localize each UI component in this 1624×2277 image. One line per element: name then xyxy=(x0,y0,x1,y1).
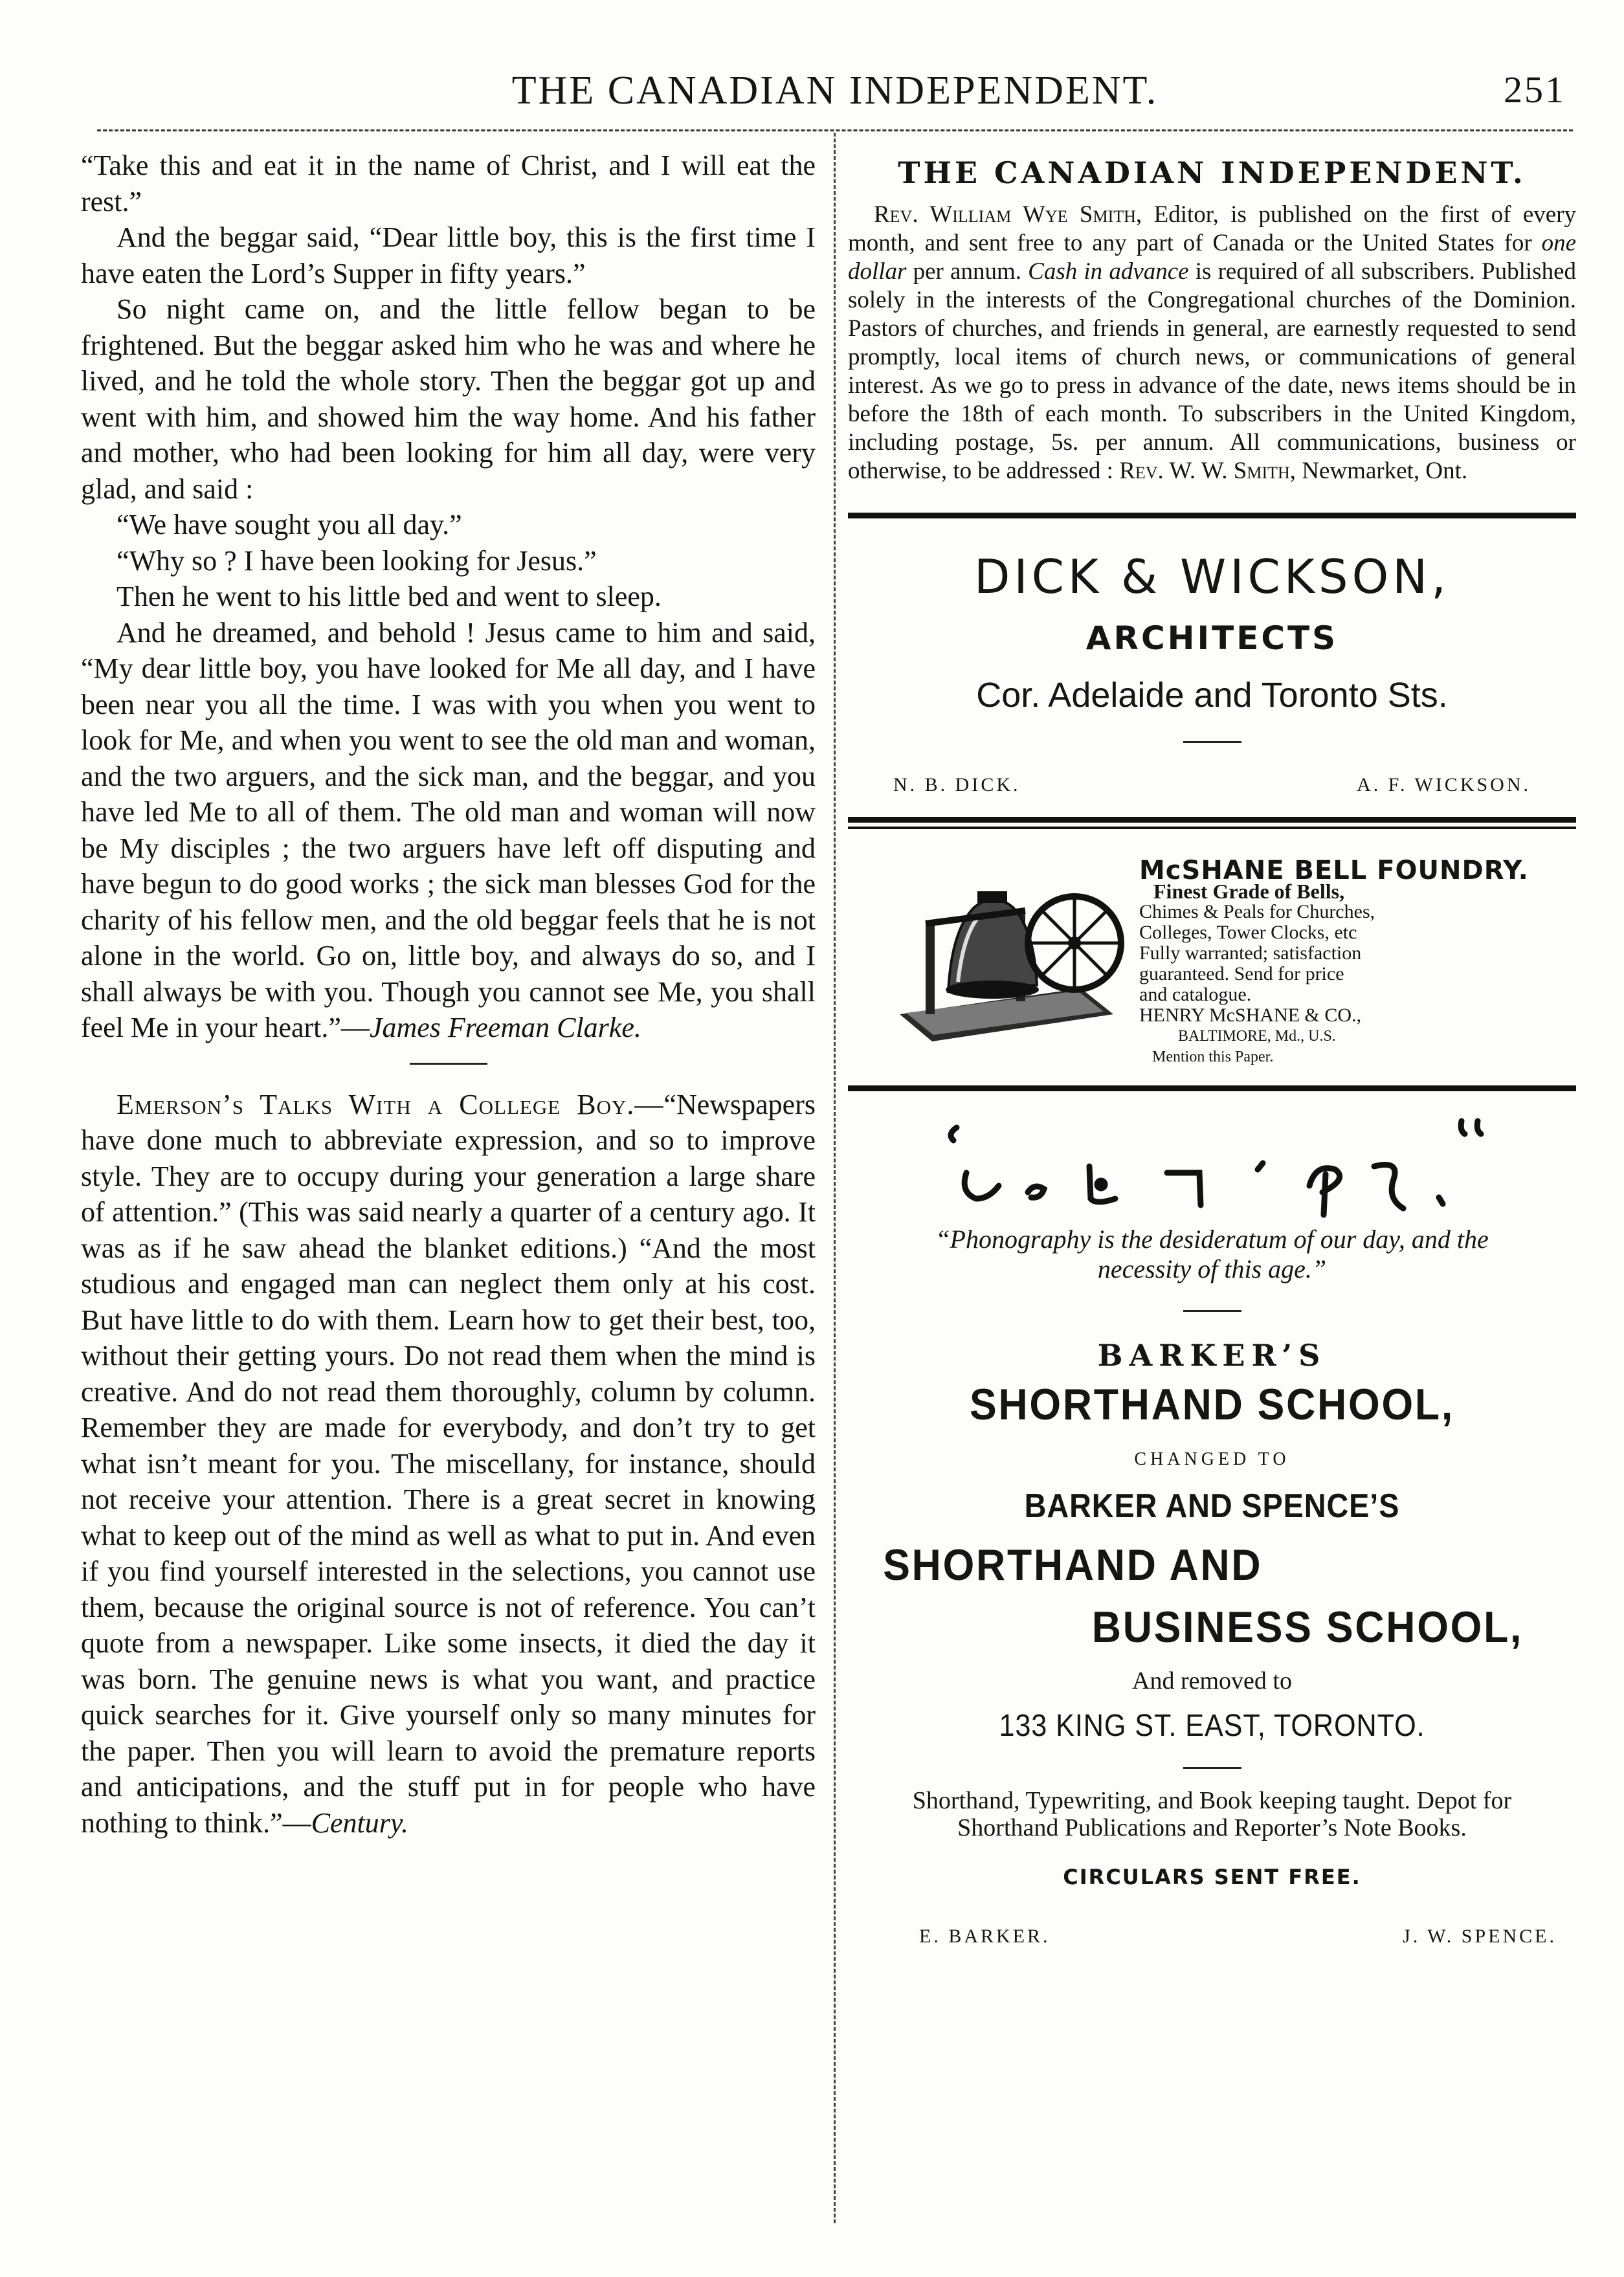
essay-source: Century. xyxy=(311,1806,408,1839)
story-paragraph: So night came on, and the little fellow began to be frightened. But the beggar asked him who he was and where he lived, and he told the whole story. Then the beggar got up and went with him, and showed him the way home. And his father and mother, who had been looking for him all day, were very glad, and said : xyxy=(81,293,816,505)
firm-address: Cor. Adelaide and Toronto Sts. xyxy=(976,676,1448,715)
school-name: SHORTHAND SCHOOL, xyxy=(970,1380,1454,1429)
firm-name: DICK & WICKSON, xyxy=(973,550,1451,604)
foundry-line: guaranteed. Send for price xyxy=(1139,963,1344,984)
story-paragraph: “Why so ? I have been looking for Jesus.” xyxy=(117,544,597,577)
masthead-body-2: per annum. xyxy=(906,258,1029,285)
story-paragraph: “Take this and eat it in the name of Christ, and I will eat the rest.” xyxy=(81,150,816,217)
section-rule xyxy=(410,1063,487,1065)
column-divider xyxy=(834,133,836,2223)
foundry-line: HENRY McSHANE & CO., xyxy=(1139,1005,1362,1026)
foundry-name: McSHANE BELL FOUNDRY. xyxy=(1139,856,1529,885)
new-owner: BARKER AND SPENCE’S xyxy=(1024,1487,1400,1525)
foundry-line: Mention this Paper. xyxy=(1152,1049,1274,1065)
ad-rule xyxy=(848,513,1576,518)
essay-body: “Newspapers have done much to abbreviate expression, and so to improve style. They are to occupy during your generation a large share of attention.” (This was said nearly a quarter of a century ago. It was as if he saw ahead the blanket editions.) “And the most studious and engaged man can neglect them only at his cost. But have little to do with them. Learn how to get their best, too, without their getting yours. Do not read them when the mind is creative. And do not read them thoroughly, column by column. Remember they are made for everybody, and don’t try to get what isn’t meant for you. The miscellany, for instance, should not receive your attention. There is a great secret in knowing what to keep out of the mind as well as what to put in. And even if you find yourself interested in the selections, you cannot use them, because the original source is not of reference. You can’t quote from a newspaper. Like some insects, it died the day it was born. The genuine news is what you want, and practice quick searches for it. Give yourself only so many minutes for the paper. Then you will learn to avoid the premature reports and anticipations, and the stuff put in for people who have nothing to think.”— xyxy=(81,1088,816,1839)
courses-taught: Shorthand, Typewriting, and Book keeping taught. Depot for Shorthand Publications and Reporter’s Note Books. xyxy=(912,1787,1512,1841)
bell-engraving-icon xyxy=(887,852,1126,1047)
page-number: 251 xyxy=(1504,69,1566,111)
story-signature: James Freeman Clarke. xyxy=(369,1012,641,1043)
foundry-line: BALTIMORE, Md., U.S. xyxy=(1178,1028,1336,1045)
partner-dick: N. B. DICK. xyxy=(893,774,1021,795)
owner: BARKER’S xyxy=(1097,1338,1327,1373)
removed-to: And removed to xyxy=(1132,1667,1292,1694)
phonography-quote: “Phonography is the desideratum of our day, and the necessity of this age.” xyxy=(935,1225,1489,1283)
essay-paragraph xyxy=(81,1087,816,1841)
principal-barker: E. BARKER. xyxy=(919,1926,1051,1947)
foundry-line: Colleges, Tower Clocks, etc xyxy=(1139,922,1357,943)
masthead-title: THE CANADIAN INDEPENDENT. xyxy=(898,155,1526,190)
masthead-body-1: Editor, is published on the first of every month, and sent free to any part of Canada or the United States for xyxy=(848,201,1576,256)
essay-heading: Emerson’s Talks With a College Boy.— xyxy=(117,1088,664,1120)
story-paragraph: Then he went to his little bed and went to sleep. xyxy=(117,581,662,612)
school-address: 133 KING ST. EAST, TORONTO. xyxy=(999,1709,1425,1743)
page-header xyxy=(0,61,1624,120)
ad-barker xyxy=(848,1091,1576,1948)
principal-spence: J. W. SPENCE. xyxy=(1403,1926,1557,1947)
circulars: CIRCULARS SENT FREE. xyxy=(1063,1865,1361,1889)
address-place: Newmarket, Ont. xyxy=(1296,458,1468,484)
right-column xyxy=(848,148,1576,2264)
price: one dollar xyxy=(848,230,1576,285)
left-column xyxy=(81,148,816,2271)
masthead-body-3: is required of all subscribers. Published solely in the interests of the Congregational churches of the Dominion. Pastors of churches, and friends in general, are earnestly requested to send promptly, local items of church news, or communications of general interest. As we go to press in advance of the date, news items should be in before the 18th of each month. To subscribers in the United Kingdom, including postage, 5s. per annum. All communications, business or otherwise, to be addressed : xyxy=(848,258,1576,484)
masthead-text xyxy=(848,201,1576,485)
foundry-line: Chimes & Peals for Churches, xyxy=(1139,901,1375,922)
partner-wickson: A. F. WICKSON. xyxy=(1357,774,1531,795)
changed-to: CHANGED TO xyxy=(1134,1449,1290,1469)
ad-dick-wickson xyxy=(848,518,1576,817)
new-school-line-1: SHORTHAND AND xyxy=(883,1540,1263,1590)
firm-profession: ARCHITECTS xyxy=(1085,619,1339,657)
story-paragraph: And the beggar said, “Dear little boy, this is the first time I have eaten the Lord’s Supper in fifty years.” xyxy=(81,221,816,289)
new-school-line-2: BUSINESS SCHOOL, xyxy=(1091,1603,1524,1652)
header-rule xyxy=(97,129,1573,131)
story-paragraph-text: And he dreamed, and behold ! Jesus came to him and said, “My dear little boy, you have looked for Me all day, and I have been near you all the time. I was with you when you went to look for Me, and when you went to see the old man and woman, and the two arguers, and the sick man, and the beggar, and you have led Me to all of them. The old man and woman will now be My disciples ; the two arguers have left off disputing and have begun to do good works ; the sick man blesses God for the charity of his fellow men, and the old beggar feels that he is not alone in the world. Go on, little boy, and always do so, and I shall always be with you. Though you cannot see Me, you shall feel Me in your heart.”— xyxy=(81,616,816,1043)
foundry-line: and catalogue. xyxy=(1139,984,1252,1005)
partners xyxy=(848,743,1576,817)
ad-rule xyxy=(848,1085,1576,1091)
story-paragraph xyxy=(81,615,816,1046)
address-name: Rev. W. W. Smith, xyxy=(1119,458,1296,484)
cash-phrase: Cash in advance xyxy=(1028,258,1189,285)
short-rule xyxy=(1183,1767,1241,1769)
editor-name: Rev. William Wye Smith, xyxy=(874,201,1142,228)
shorthand-script-icon xyxy=(921,1102,1504,1225)
story-paragraph: “We have sought you all day.” xyxy=(117,509,462,540)
foundry-grade: Finest Grade of Bells, xyxy=(1153,880,1345,903)
short-rule xyxy=(1183,1310,1241,1312)
bell-text xyxy=(1139,852,1529,1067)
foundry-line: Fully warranted; satisfaction xyxy=(1139,942,1362,964)
ad-mcshane xyxy=(848,829,1576,1085)
running-title: THE CANADIAN INDEPENDENT. xyxy=(511,69,1159,113)
principals xyxy=(848,1926,1576,1948)
ad-rule xyxy=(848,817,1576,823)
